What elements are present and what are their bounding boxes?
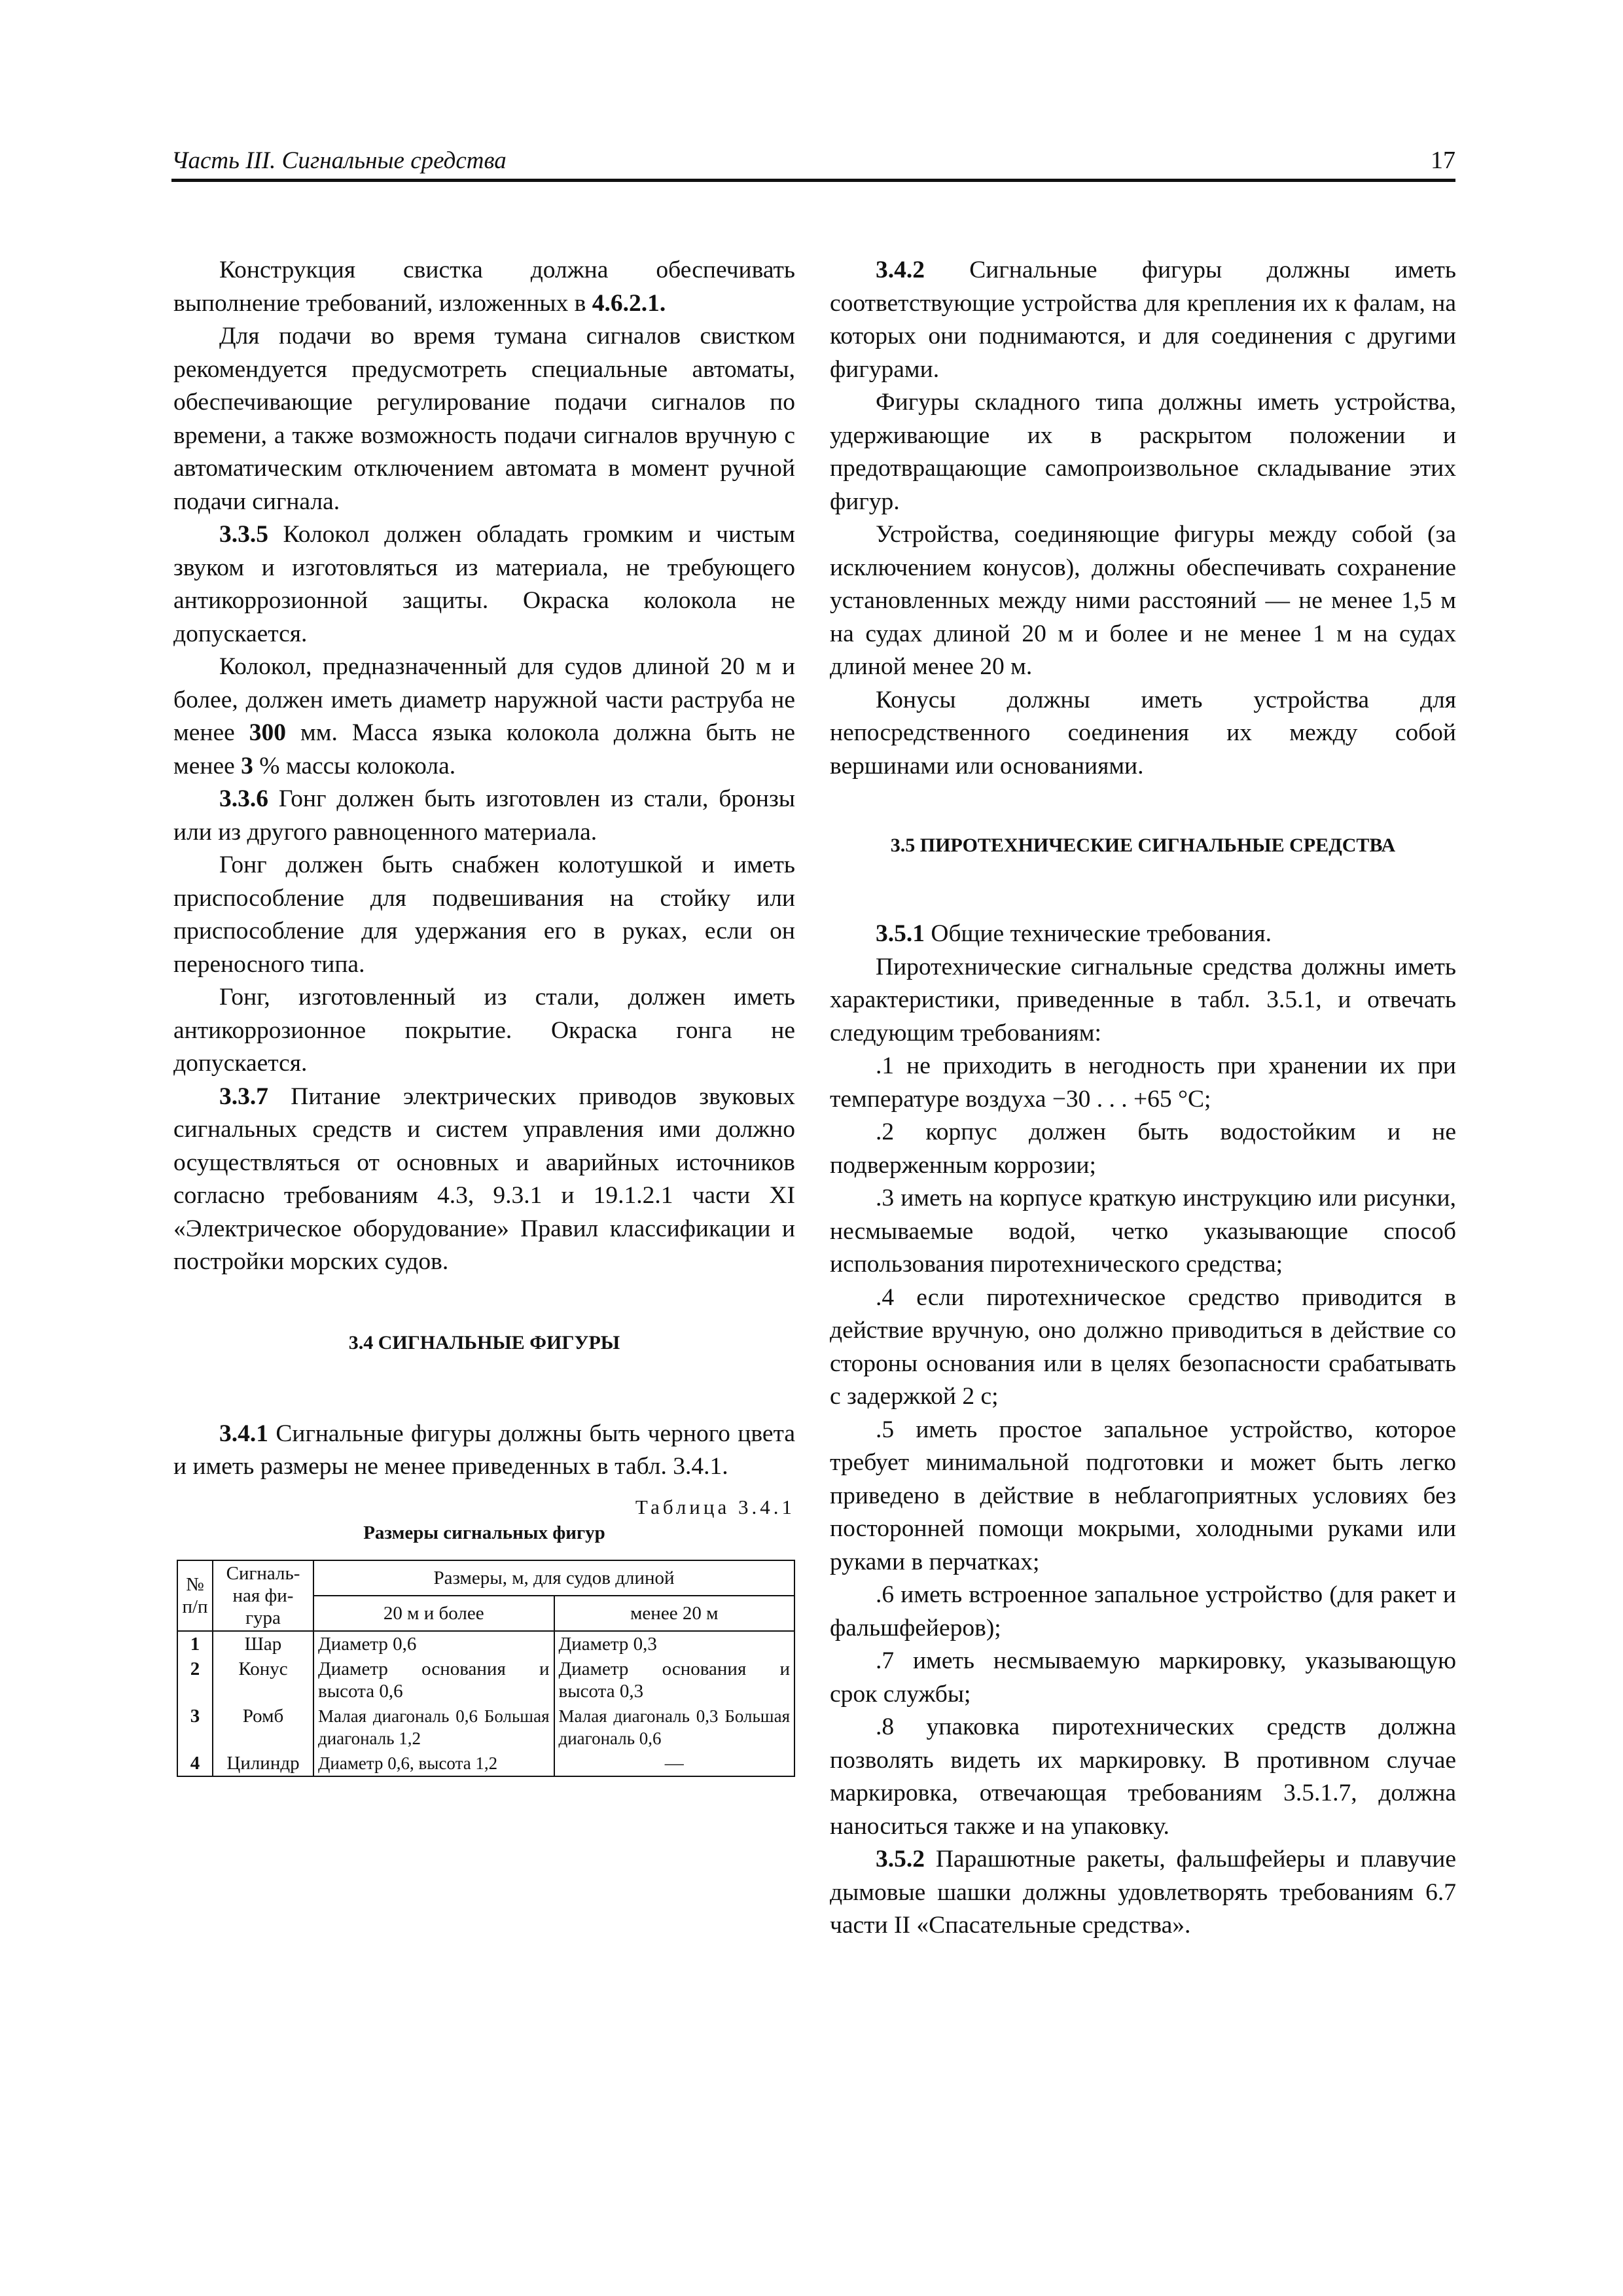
paragraph: 3.4.1 Сигнальные фигуры должны быть черного цвета и иметь размеры не менее приведенных в табл. 3.4.1. (173, 1420, 795, 1480)
paragraph: Конструкция свистка должна обеспечивать выполнение требований, изложенных в 4.6.2.1. (173, 257, 795, 317)
table-header-figure: Сигналь-ная фи-гура (213, 1560, 313, 1631)
table-row: 2 Конус Диаметр основания и высота 0,6 Диаметр основания и высота 0,3 (177, 1657, 794, 1704)
table-row: 3 Ромб Малая диагональ 0,6 Большая диагональ 1,2 Малая диагональ 0,3 Большая диагональ 0,6 (177, 1704, 794, 1751)
clause-number: 3.5.1 (876, 920, 925, 947)
clause-number: 3.3.6 (219, 785, 268, 812)
list-item: .8 упаковка пиротехнических средств должна позволять видеть их маркировку. В противном случае маркировка, отвечающая требованиям 3.5.1.7, должна наноситься также и на упаковку. (830, 1713, 1456, 1840)
paragraph: Устройства, соединяющие фигуры между собой (за исключением конусов), должны обеспечивать сохранение установленных между ними расстояний — не менее 1,5 м на судах длиной 20 м и более и не менее 1 м на судах длиной менее 20 м. (830, 521, 1456, 680)
list-item: .3 иметь на корпусе краткую инструкцию или рисунки, несмываемые водой, четко указывающие способ использования пиротехнического средства; (830, 1185, 1456, 1278)
clause-number: 3.3.7 (219, 1083, 268, 1110)
section-heading: 3.4 СИГНАЛЬНЫЕ ФИГУРЫ (348, 1331, 620, 1354)
table-label: Таблица 3.4.1 (635, 1495, 795, 1518)
clause-number: 3.5.2 (876, 1846, 925, 1873)
list-item: .6 иметь встроенное запальное устройство (для ракет и фальшфейеров); (830, 1581, 1456, 1641)
right-column (830, 254, 1456, 1943)
table-caption: Размеры сигнальных фигур (363, 1522, 605, 1543)
paragraph: Пиротехнические сигнальные средства должны иметь характеристики, приведенные в табл. 3.5.1, и отвечать следующим требованиям: (830, 953, 1456, 1047)
paragraph: Гонг, изготовленный из стали, должен иметь антикоррозионное покрытие. Окраска гонга не допускается. (173, 984, 795, 1077)
table-header-20m-less: менее 20 м (554, 1596, 795, 1631)
paragraph: 3.3.7 Питание электрических приводов звуковых сигнальных средств и систем управления ими должно осуществляться от основных и аварийных источников согласно требованиям 4.3, 9.3.1 и 19.1.2.1 части XI «Электрическое оборудование» Правил классификации и постройки морских судов. (173, 1083, 795, 1275)
clause-number: 3.4.2 (876, 257, 925, 283)
table-header-20m-more: 20 м и более (313, 1596, 554, 1631)
paragraph: 3.3.5 Колокол должен обладать громким и чистым звуком и изготовляться из материала, не требующего антикоррозионной защиты. Окраска колокола не допускается. (173, 521, 795, 647)
list-item: .1 не приходить в негодность при хранении их при температуре воздуха −30 . . . +65 °С; (830, 1052, 1456, 1113)
paragraph: Фигуры складного типа должны иметь устройства, удерживающие их в раскрытом положении и предотвращающие самопроизвольное складывание этих фигур. (830, 389, 1456, 515)
table-row: 4 Цилиндр Диаметр 0,6, высота 1,2 — (177, 1751, 794, 1776)
paragraph: 3.4.2 Сигнальные фигуры должны иметь соответствующие устройства для крепления их к фалам, на которых они поднимаются, и для соединения с другими фигурами. (830, 257, 1456, 383)
clause-number: 3.4.1 (219, 1420, 268, 1447)
section-heading: 3.5 ПИРОТЕХНИЧЕСКИЕ СИГНАЛЬНЫЕ СРЕДСТВА (890, 834, 1396, 856)
list-item: .7 иметь несмываемую маркировку, указывающую срок службы; (830, 1647, 1456, 1708)
list-item: .2 корпус должен быть водостойким и не подверженным коррозии; (830, 1119, 1456, 1179)
table-header-num: № п/п (177, 1560, 213, 1631)
list-item: .4 если пиротехническое средство приводится в действие вручную, оно должно приводиться в действие со стороны основания или в целях безопасности срабатывать с задержкой 2 с; (830, 1283, 1456, 1410)
paragraph: 3.5.2 Парашютные ракеты, фальшфейеры и плавучие дымовые шашки должны удовлетворять требованиям 6.7 части II «Спасательные средства». (830, 1846, 1456, 1939)
list-item: .5 иметь простое запальное устройство, которое требует минимальной подготовки и может быть легко приведено в действие в неблагоприятных условиях без посторонней помощи мокрыми, холодными руками или руками в перчатках; (830, 1416, 1456, 1575)
signal-figures-table (177, 1560, 795, 1777)
clause-number: 3.3.5 (219, 521, 268, 548)
paragraph: Конусы должны иметь устройства для непосредственного соединения их между собой вершинами или основаниями. (830, 686, 1456, 780)
left-column (173, 254, 795, 1777)
running-title: Часть III. Сигнальные средства (171, 147, 507, 174)
paragraph: 3.3.6 Гонг должен быть изготовлен из стали, бронзы или из другого равноценного материала. (173, 785, 795, 846)
paragraph: Колокол, предназначенный для судов длиной 20 м и более, должен иметь диаметр наружной части раструба не менее 300 мм. Масса языка колокола должна быть не менее 3 % массы колокола. (173, 653, 795, 780)
page-header (171, 139, 1455, 182)
paragraph: 3.5.1 Общие технические требования. (876, 920, 1272, 947)
table-row: 1 Шар Диаметр 0,6 Диаметр 0,3 (177, 1631, 794, 1657)
table-header-dimensions: Размеры, м, для судов длиной (313, 1560, 794, 1596)
paragraph: Для подачи во время тумана сигналов свистком рекомендуется предусмотреть специальные автоматы, обеспечивающие регулирование подачи сигналов по времени, а также возможность подачи сигналов вручную с автоматическим отключением автомата в момент ручной подачи сигнала. (173, 323, 795, 515)
page-number: 17 (1431, 147, 1455, 174)
paragraph: Гонг должен быть снабжен колотушкой и иметь приспособление для подвешивания на стойку или приспособление для удержания его в руках, если он переносного типа. (173, 852, 795, 978)
